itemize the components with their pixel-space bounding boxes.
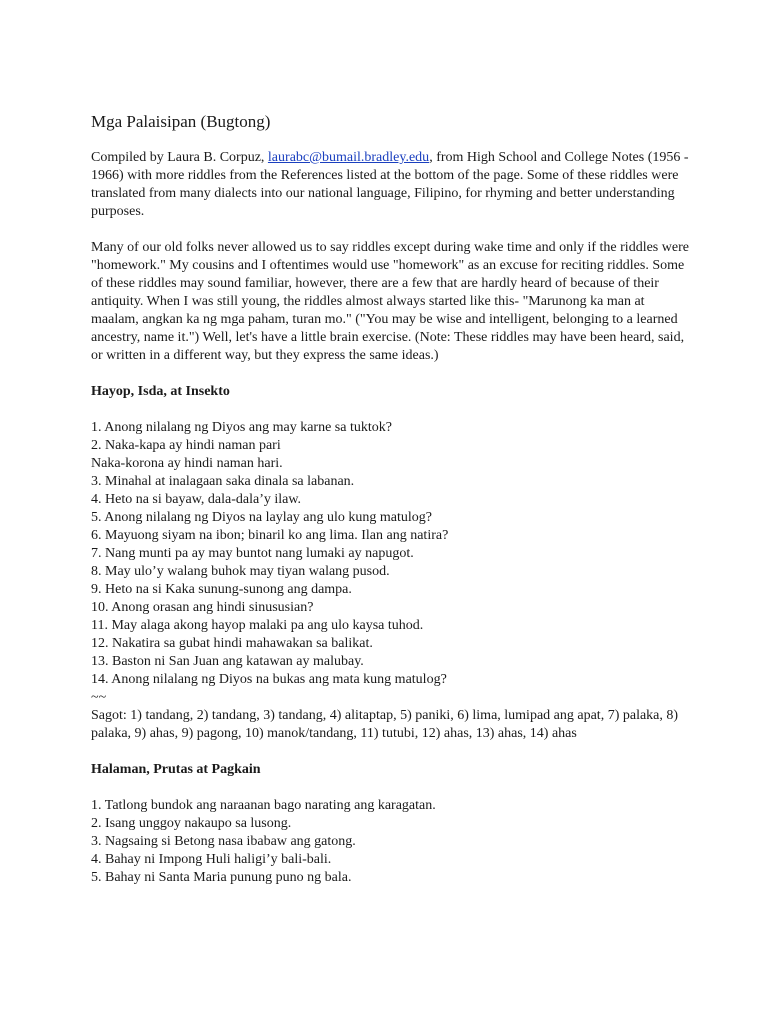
- intro-text-after-link: , from High School and College Notes (1956 - 1966) with more riddles from the References listed at the bottom of the page. Some of these riddles were translated from many dialects into our national language, Filipino, for rhyming and better understanding purposes.: [91, 150, 689, 219]
- paragraph-two: Many of our old folks never allowed us to say riddles except during wake time and only if the riddles were "homework." My cousins and I oftentimes would use "homework" as an excuse for reciting riddles. Some of these riddles may sound familiar, however, there are a few that are hardly heard of because of their antiquity. When I was still young, the riddles almost always started like this- "Marunong ka man at maalam, angkan ka ng mga paham, turan mo." ("You may be wise and intelligent, belonging to a learned ancestry, name it.") Well, let's have a little brain exercise. (Note: These riddles may have been heard, said, or written in a different way, but they express the same ideas.): [91, 240, 689, 363]
- riddle-line: 3. Minahal at inalagaan saka dinala sa labanan.: [91, 474, 355, 489]
- separator-tilde: ~~: [91, 690, 107, 705]
- answer-paragraph: Sagot: 1) tandang, 2) tandang, 3) tandang, 4) alitaptap, 5) paniki, 6) lima, lumipad ang apat, 7) palaka, 8) palaka, 9) ahas, 9) pagong, 10) manok/tandang, 11) tutubi, 12) ahas, 13) ahas, 14) ahas: [91, 708, 679, 741]
- intro-text-before-link: Compiled by Laura B. Corpuz,: [91, 150, 268, 165]
- riddle-line: 8. May ulo’y walang buhok may tiyan walang pusod.: [91, 564, 390, 579]
- riddle-line: 5. Anong nilalang ng Diyos na laylay ang ulo kung matulog?: [91, 510, 433, 525]
- riddle-line: 4. Bahay ni Impong Huli haligi’y bali-bali.: [91, 852, 332, 867]
- spacer: [91, 365, 691, 383]
- riddle-line: 14. Anong nilalang ng Diyos na bukas ang mata kung matulog?: [91, 672, 447, 687]
- riddle-line: 7. Nang munti pa ay may buntot nang lumaki ay napugot.: [91, 546, 414, 561]
- riddle-list-halaman: [91, 797, 691, 887]
- riddle-line: 1. Anong nilalang ng Diyos ang may karne sa tuktok?: [91, 420, 392, 435]
- document-title: Mga Palaisipan (Bugtong): [91, 112, 271, 131]
- riddle-line: 2. Naka-kapa ay hindi naman pari: [91, 438, 281, 453]
- spacer: [91, 401, 691, 419]
- riddle-line: Naka-korona ay hindi naman hari.: [91, 456, 283, 471]
- section-title-halaman: Halaman, Prutas at Pagkain: [91, 762, 261, 777]
- riddle-line: 5. Bahay ni Santa Maria punung puno ng bala.: [91, 870, 352, 885]
- section-title-hayop: Hayop, Isda, at Insekto: [91, 384, 230, 399]
- riddle-line: 1. Tatlong bundok ang naraanan bago narating ang karagatan.: [91, 798, 436, 813]
- spacer: [91, 221, 691, 239]
- riddle-line: 3. Nagsaing si Betong nasa ibabaw ang gatong.: [91, 834, 356, 849]
- intro-paragraph: [91, 149, 691, 221]
- riddle-line: 6. Mayuong siyam na ibon; binaril ko ang lima. Ilan ang natira?: [91, 528, 449, 543]
- riddle-line: 9. Heto na si Kaka sunung-sunong ang dampa.: [91, 582, 352, 597]
- riddle-line: 11. May alaga akong hayop malaki pa ang ulo kaysa tuhod.: [91, 618, 424, 633]
- spacer: [91, 743, 691, 761]
- riddle-line: 4. Heto na si bayaw, dala-dala’y ilaw.: [91, 492, 302, 507]
- spacer: [91, 779, 691, 797]
- document-page: [91, 111, 691, 887]
- riddle-line: 2. Isang unggoy nakaupo sa lusong.: [91, 816, 292, 831]
- riddle-line: 13. Baston ni San Juan ang katawan ay malubay.: [91, 654, 364, 669]
- riddle-line: 10. Anong orasan ang hindi sinususian?: [91, 600, 314, 615]
- riddle-line: 12. Nakatira sa gubat hindi mahawakan sa balikat.: [91, 636, 373, 651]
- email-link[interactable]: laurabc@bumail.bradley.edu: [267, 150, 430, 165]
- riddle-list-hayop: [91, 419, 691, 743]
